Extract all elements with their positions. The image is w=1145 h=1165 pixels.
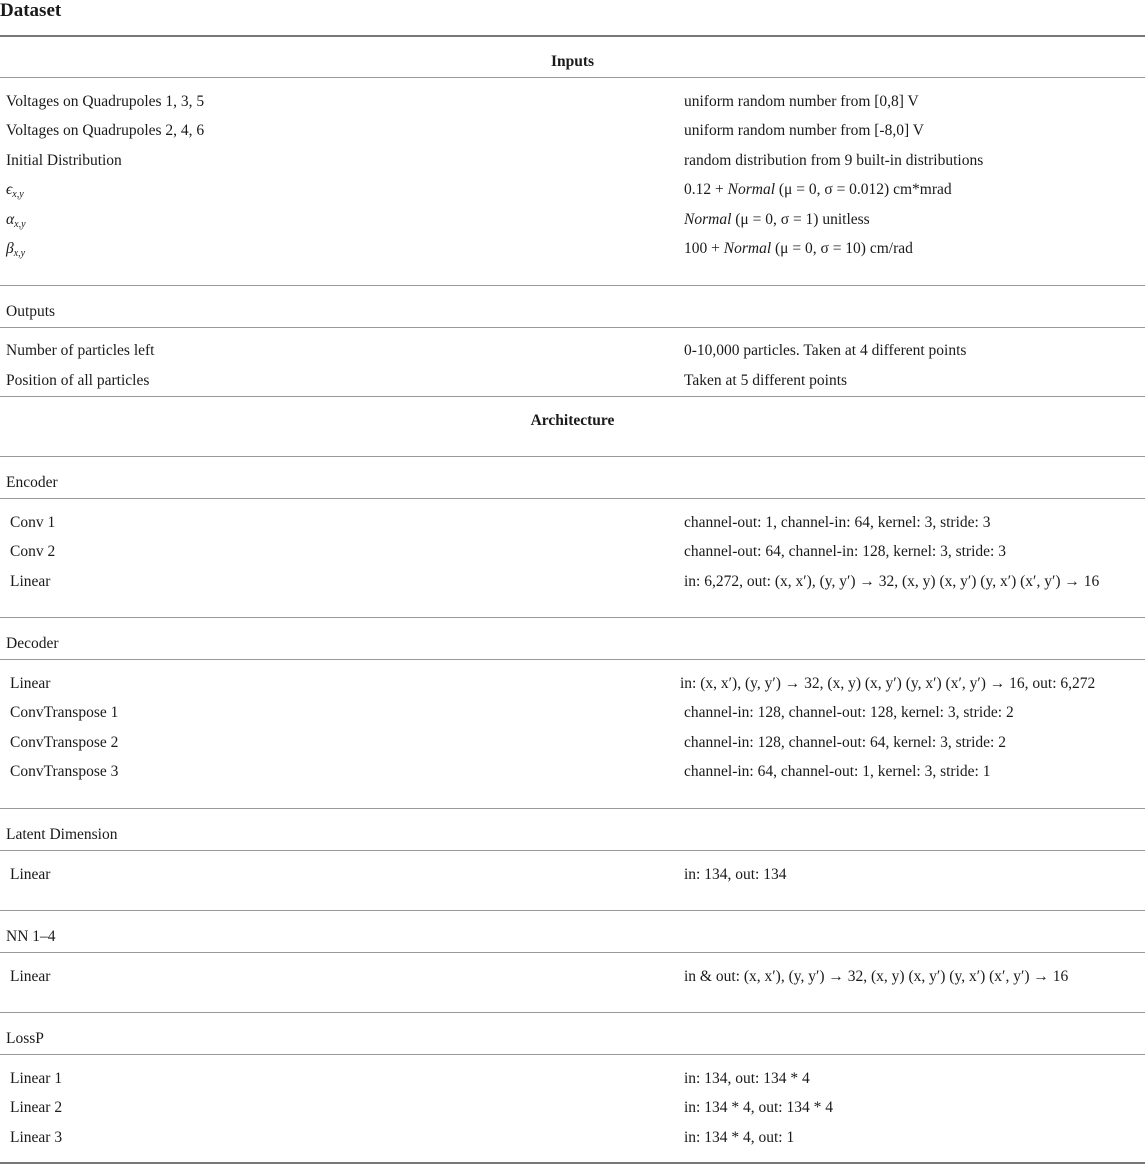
section-header-inputs: Inputs <box>550 53 595 70</box>
table-title: Dataset <box>0 0 62 21</box>
row-label: ConvTranspose 1 <box>10 704 119 721</box>
divider <box>0 952 1145 953</box>
subsection-header-lossp: LossP <box>6 1030 44 1047</box>
divider <box>0 659 1145 660</box>
row-label: Linear <box>10 573 51 590</box>
row-label: Position of all particles <box>6 372 150 389</box>
divider <box>0 498 1145 499</box>
section-header-architecture: Architecture <box>530 412 615 429</box>
divider <box>0 456 1145 457</box>
divider <box>0 808 1145 809</box>
row-value: in: (x, x′), (y, y′) → 32, (x, y) (x, y′) (y, x′) (x′, y′) → 16, out: 6,272 <box>680 675 1096 692</box>
row-label: ConvTranspose 3 <box>10 763 119 780</box>
row-label: Initial Distribution <box>6 152 122 169</box>
divider <box>0 35 1145 37</box>
row-value: channel-in: 128, channel-out: 64, kernel: 3, stride: 2 <box>684 734 1006 751</box>
divider <box>0 910 1145 911</box>
row-value: Taken at 5 different points <box>684 372 848 389</box>
divider <box>0 285 1145 286</box>
section-header-outputs: Outputs <box>6 303 56 320</box>
divider <box>0 850 1145 851</box>
row-value: in: 134 * 4, out: 1 <box>684 1129 795 1146</box>
row-label: Linear <box>10 968 51 985</box>
divider <box>0 77 1145 78</box>
row-label: ConvTranspose 2 <box>10 734 119 751</box>
row-value: in: 134, out: 134 * 4 <box>684 1070 810 1087</box>
epsilon-label: $\epsilon_{x,y}$ <box>6 181 24 200</box>
row-value: uniform random number from [0,8] V <box>684 93 919 110</box>
row-value: random distribution from 9 built-in distributions <box>684 152 984 169</box>
divider <box>0 1162 1145 1164</box>
row-value: channel-in: 128, channel-out: 128, kernel: 3, stride: 2 <box>684 704 1014 721</box>
row-label: Linear 3 <box>10 1129 63 1146</box>
beta-label: $\beta_{x,y}$ <box>6 240 26 259</box>
row-label: Linear 2 <box>10 1099 63 1116</box>
beta-value: 100 + Normal (μ = 0, σ = 10) cm/rad <box>684 240 913 257</box>
divider <box>0 327 1145 328</box>
divider <box>0 617 1145 618</box>
row-label: Linear 1 <box>10 1070 63 1087</box>
subsection-header-nn: NN 1–4 <box>6 928 56 945</box>
divider <box>0 1054 1145 1055</box>
subsection-header-encoder: Encoder <box>6 474 58 491</box>
row-value: channel-in: 64, channel-out: 1, kernel: 3, stride: 1 <box>684 763 991 780</box>
subsection-header-decoder: Decoder <box>6 635 59 652</box>
row-value: uniform random number from [-8,0] V <box>684 122 924 139</box>
row-label: Conv 1 <box>10 514 56 531</box>
row-value: channel-out: 1, channel-in: 64, kernel: 3, stride: 3 <box>684 514 991 531</box>
divider <box>0 396 1145 397</box>
subsection-header-latent: Latent Dimension <box>6 826 118 843</box>
alpha-label: $\alpha_{x,y}$ <box>6 211 26 230</box>
row-label: Linear <box>10 675 51 692</box>
row-label: Voltages on Quadrupoles 1, 3, 5 <box>6 93 205 110</box>
row-value: 0-10,000 particles. Taken at 4 different points <box>684 342 967 359</box>
row-label: Conv 2 <box>10 543 56 560</box>
row-value: in: 134 * 4, out: 134 * 4 <box>684 1099 833 1116</box>
row-label: Voltages on Quadrupoles 2, 4, 6 <box>6 122 205 139</box>
row-label: Linear <box>10 866 51 883</box>
row-value: channel-out: 64, channel-in: 128, kernel: 3, stride: 3 <box>684 543 1006 560</box>
alpha-value: Normal (μ = 0, σ = 1) unitless <box>684 211 870 228</box>
row-value: in: 6,272, out: (x, x′), (y, y′) → 32, (x, y) (x, y′) (y, x′) (x′, y′) → 16 <box>684 573 1100 590</box>
epsilon-value: 0.12 + Normal (μ = 0, σ = 0.012) cm*mrad <box>684 181 952 198</box>
divider <box>0 1012 1145 1013</box>
row-label: Number of particles left <box>6 342 155 359</box>
row-value: in: 134, out: 134 <box>684 866 787 883</box>
row-value: in & out: (x, x′), (y, y′) → 32, (x, y) (x, y′) (y, x′) (x′, y′) → 16 <box>684 968 1069 985</box>
